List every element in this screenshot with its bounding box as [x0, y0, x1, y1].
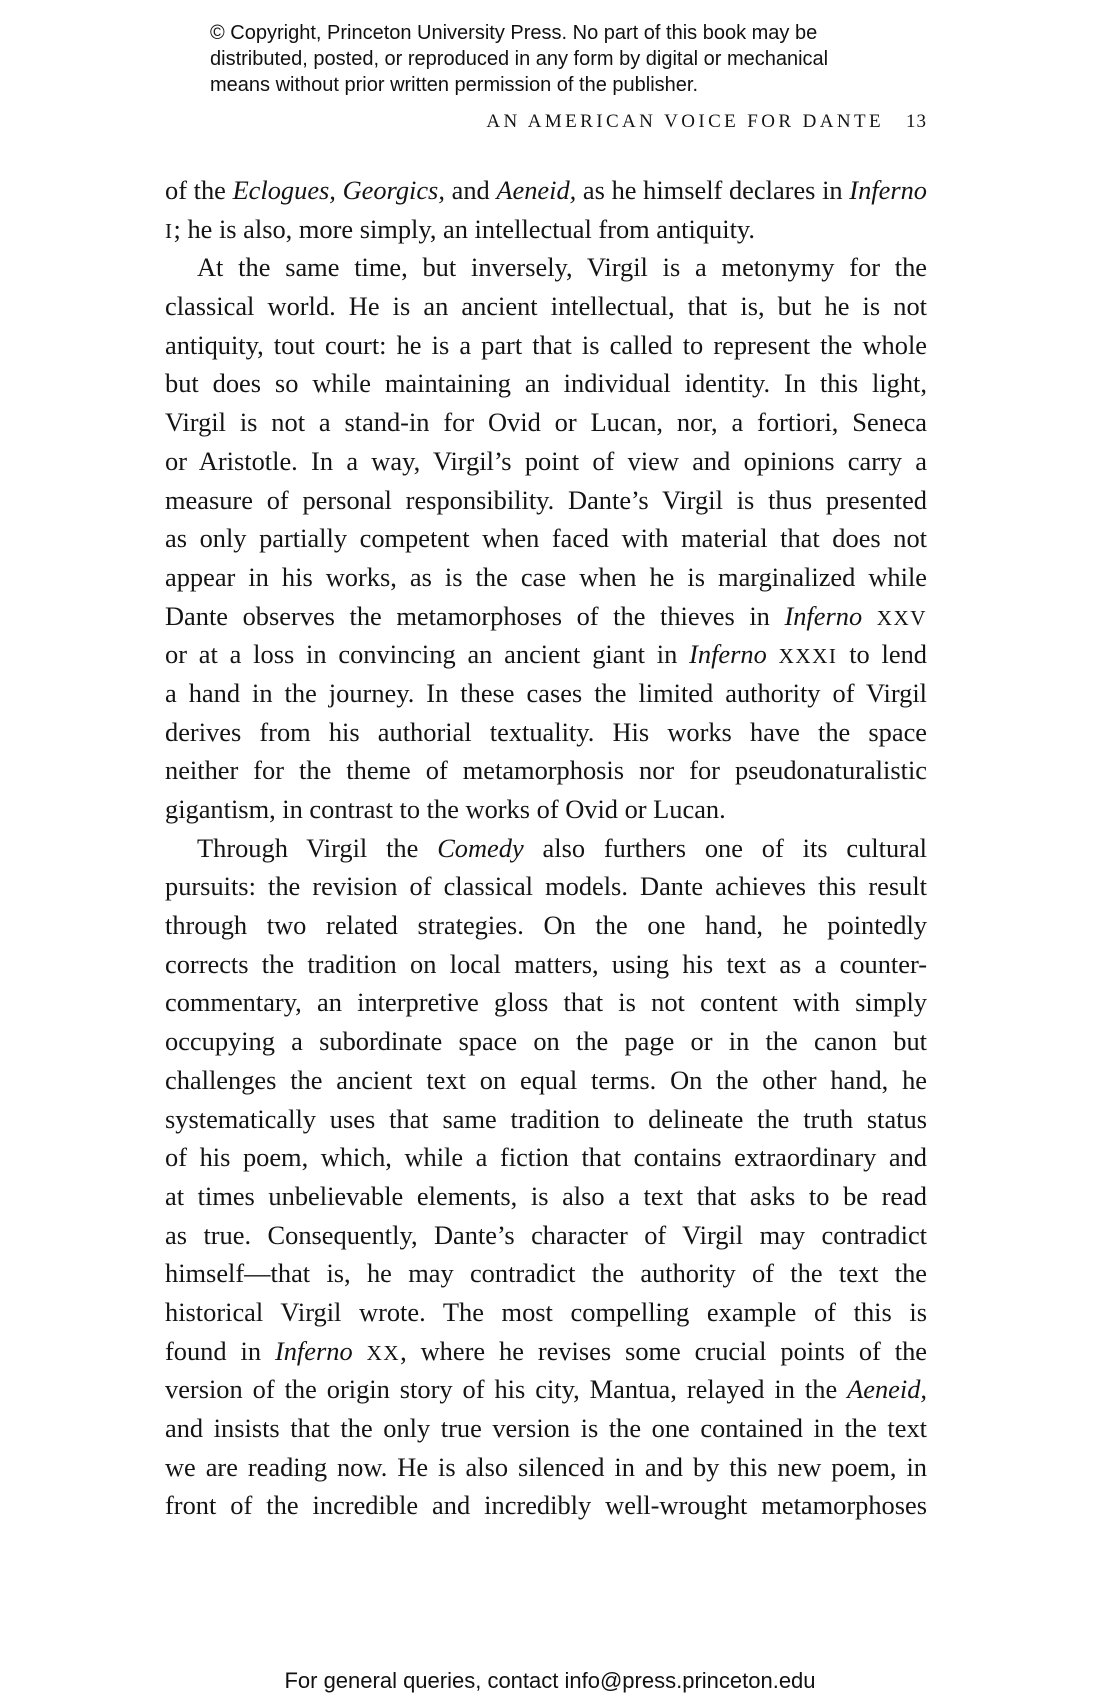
text-line: derives from his authorial textuality. His works have the space	[165, 716, 927, 747]
italic-title: Inferno	[274, 1335, 353, 1366]
copyright-notice	[210, 20, 930, 98]
text-line: systematically uses that same tradition to delineate the truth status	[165, 1103, 927, 1134]
text-line: commentary, an interpretive gloss that is not content with simply	[165, 987, 927, 1018]
italic-title: Eclogues, Georgics,	[232, 175, 445, 205]
text-line: himself—that is, he may contradict the authority of the text the	[165, 1258, 927, 1289]
text-line: measure of personal responsibility. Dante’s Virgil is thus presented	[165, 484, 927, 515]
text-line: of his poem, which, while a fiction that contains extraordinary and	[165, 1142, 927, 1173]
footer-contact: For general queries, contact info@press.princeton.edu	[284, 1668, 816, 1693]
text-line: corrects the tradition on local matters, using his text as a counter-	[165, 948, 927, 979]
text-line: Dante observes the metamorphoses of the thieves in Inferno XXV	[165, 600, 927, 631]
text-line: pursuits: the revision of classical models. Dante achieves this result	[165, 871, 927, 902]
running-head	[165, 111, 927, 133]
text-line: version of the origin story of his city, Mantua, relayed in the Aeneid,	[165, 1374, 927, 1405]
text-line: a hand in the journey. In these cases the limited authority of Virgil	[165, 677, 927, 708]
italic-title: Aeneid,	[847, 1374, 927, 1405]
copyright-line: means without prior written permission of the publisher.	[210, 74, 699, 96]
text-line: Through Virgil the Comedy also furthers one of its cultural	[197, 832, 927, 863]
text-line: at times unbelievable elements, is also a text that asks to be read	[165, 1180, 927, 1211]
text-line: as true. Consequently, Dante’s character of Virgil may contradict	[165, 1219, 927, 1250]
running-head-title: AN AMERICAN VOICE FOR DANTE	[486, 111, 884, 132]
italic-title: Inferno	[849, 175, 927, 205]
text-line: At the same time, but inversely, Virgil is a metonymy for the	[197, 252, 927, 283]
text-line: or Aristotle. In a way, Virgil’s point of view and opinions carry a	[165, 445, 927, 476]
canto-numeral: XXV	[876, 605, 927, 630]
text-line: found in Inferno XX, where he revises some crucial points of the	[165, 1335, 927, 1366]
canto-numeral: XX	[366, 1340, 401, 1365]
italic-title: Comedy	[437, 832, 524, 863]
page-number: 13	[906, 111, 927, 132]
text-line: challenges the ancient text on equal terms. On the other hand, he	[165, 1064, 927, 1095]
text-line: through two related strategies. On the one hand, he pointedly	[165, 910, 927, 941]
text-line: front of the incredible and incredibly well-wrought metamorphoses	[165, 1490, 927, 1521]
text-line: or at a loss in convincing an ancient giant in Inferno XXXI to lend	[165, 639, 927, 670]
text-line: historical Virgil wrote. The most compelling example of this is	[165, 1296, 927, 1327]
text-line: as only partially competent when faced with material that does not	[165, 523, 927, 554]
text-line: we are reading now. He is also silenced in and by this new poem, in	[165, 1451, 927, 1482]
italic-title: Aeneid,	[496, 175, 577, 205]
canto-numeral: I	[165, 218, 174, 243]
italic-title: Inferno	[784, 600, 863, 631]
body-text	[165, 171, 927, 1525]
text-line: antiquity, tout court: he is a part that is called to represent the whole	[165, 329, 927, 360]
text-line: classical world. He is an ancient intellectual, that is, but he is not	[165, 291, 927, 322]
text-line: of the Eclogues, Georgics, and Aeneid, as he himself declares in Inferno	[165, 175, 927, 205]
text-line: but does so while maintaining an individual identity. In this light,	[165, 368, 927, 399]
text-line: occupying a subordinate space on the page or in the canon but	[165, 1026, 927, 1057]
text-line: and insists that the only true version is the one contained in the text	[165, 1413, 927, 1443]
canto-numeral: XXXI	[778, 644, 838, 669]
text-line: Virgil is not a stand-in for Ovid or Lucan, nor, a fortiori, Seneca	[165, 407, 927, 438]
copyright-line: distributed, posted, or reproduced in any form by digital or mechanical	[210, 48, 829, 70]
text-line: neither for the theme of metamorphosis nor for pseudonaturalistic	[165, 755, 927, 786]
text-line: gigantism, in contrast to the works of Ovid or Lucan.	[165, 794, 726, 824]
text-line: appear in his works, as is the case when he is marginalized while	[165, 561, 927, 592]
italic-title: Inferno	[689, 639, 767, 670]
copyright-line: © Copyright, Princeton University Press. No part of this book may be	[210, 22, 818, 44]
text-line: I; he is also, more simply, an intellectual from antiquity.	[165, 213, 755, 244]
